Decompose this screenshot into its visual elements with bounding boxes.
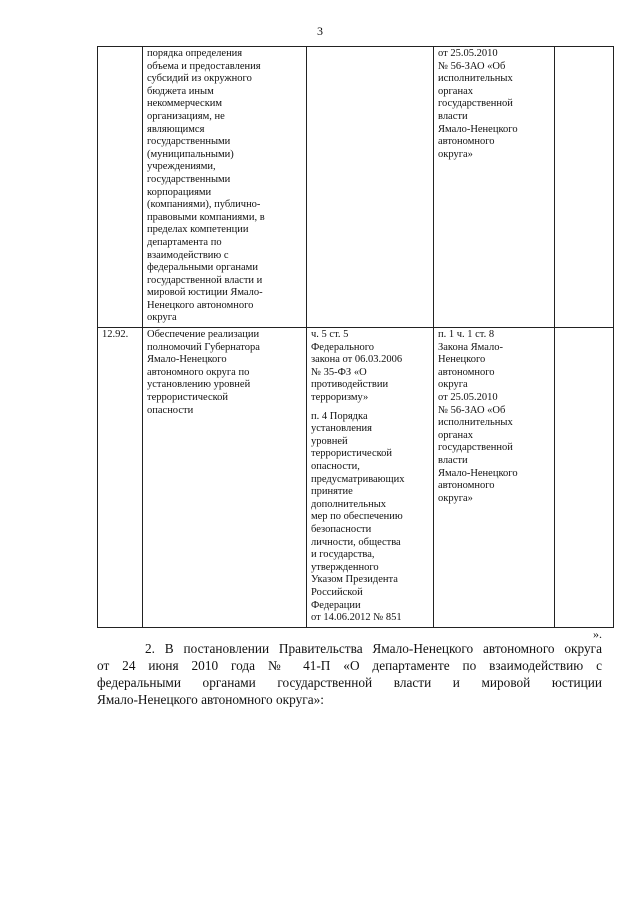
cell-line: правовыми компаниями, в — [147, 211, 265, 223]
cell-federal-basis — [307, 328, 434, 628]
cell-line: п. 1 ч. 1 ст. 8 — [438, 329, 495, 341]
cell-line: департамента по — [147, 236, 222, 248]
cell-line: № 35-ФЗ «О — [311, 366, 367, 378]
cell-line: закона от 06.03.2006 — [311, 354, 403, 366]
cell-line: исполнительных — [438, 417, 513, 429]
cell-line: опасности, — [311, 461, 360, 472]
cell-line: опасности — [147, 404, 194, 416]
cell-line: безопасности — [311, 523, 372, 535]
cell-line: Российской — [311, 586, 363, 598]
paragraph-line: федеральными органами государственной власти и мировой юстиции — [97, 675, 602, 690]
cell-line: Ямало-Ненецкого — [438, 123, 518, 135]
cell-line: от 25.05.2010 — [438, 392, 498, 404]
cell-line: Федерации — [311, 599, 361, 611]
cell-authority — [143, 328, 307, 628]
cell-line: порядка определения — [147, 48, 243, 59]
paragraph-line: от 24 июня 2010 года № 41-П «О департаменте по взаимодействию с — [97, 658, 602, 673]
cell-line: округа» — [438, 492, 473, 504]
cell-line: от 25.05.2010 — [438, 48, 498, 59]
cell-line: пределах компетенции — [147, 224, 249, 236]
cell-line: (компаниями), публично- — [147, 199, 261, 211]
page-number: 3 — [317, 24, 323, 38]
cell-line: мировой юстиции Ямало- — [147, 287, 263, 299]
cell-line: ч. 5 ст. 5 — [311, 329, 349, 341]
paragraph-line — [97, 640, 602, 657]
cell-regional-basis — [434, 328, 555, 628]
cell-line: и государства, — [311, 549, 375, 561]
cell-line: автономного — [438, 480, 495, 492]
cell-line: Ямало-Ненецкого — [438, 467, 518, 479]
table-row — [98, 328, 614, 628]
table-row — [98, 47, 614, 328]
cell-line: объема и предоставления — [147, 60, 261, 72]
cell-line: террористической — [311, 448, 393, 460]
cell-line: бюджета иным — [147, 85, 214, 97]
cell-line: (муниципальными) — [147, 148, 234, 160]
cell-line: автономного округа по — [147, 366, 250, 378]
cell-line: дополнительных — [311, 498, 387, 510]
cell-line: Ненецкого автономного — [147, 299, 254, 311]
cell-line: являющимся — [147, 123, 205, 135]
cell-line: государственной власти и — [147, 274, 263, 286]
cell-line: Обеспечение реализации — [147, 329, 260, 341]
cell-line: исполнительных — [438, 73, 513, 85]
cell-line: Ненецкого — [438, 354, 486, 366]
cell-line: от 14.06.2012 № 851 — [311, 612, 402, 624]
cell-line: организациям, не — [147, 110, 225, 122]
cell-line: принятие — [311, 486, 353, 498]
cell-empty — [555, 328, 614, 628]
cell-line: некоммерческим — [147, 98, 223, 110]
cell-line: автономного — [438, 136, 495, 148]
cell-authority — [143, 47, 307, 328]
cell-line: Закона Ямало- — [438, 341, 503, 353]
cell-empty — [555, 47, 614, 328]
cell-line: автономного — [438, 366, 495, 378]
cell-line: власти — [438, 110, 468, 122]
cell-line: субсидий из окружного — [147, 73, 252, 85]
cell-federal-basis — [307, 47, 434, 328]
cell-line: терроризму» — [311, 392, 369, 404]
cell-line: № 56-ЗАО «Об — [438, 60, 506, 72]
cell-line: установлению уровней — [147, 379, 251, 391]
paragraph-text: 2. В постановлении Правительства Ямало-Ненецкого автономного округа — [145, 641, 602, 656]
document-table — [97, 46, 602, 628]
cell-line: полномочий Губернатора — [147, 341, 260, 353]
cell-line: террористической — [147, 392, 229, 404]
cell-line: учреждениями, — [147, 161, 216, 173]
cell-line: округа — [438, 379, 468, 391]
cell-number — [98, 47, 143, 328]
cell-line: Указом Президента — [311, 574, 398, 586]
cell-line: утвержденного — [311, 561, 379, 573]
cell-line: п. 4 Порядка — [311, 410, 368, 422]
cell-line: мер по обеспечению — [311, 511, 403, 523]
body-paragraph — [97, 640, 602, 708]
cell-line: корпорациями — [147, 186, 212, 198]
cell-line: противодействии — [311, 379, 389, 391]
cell-line: округа — [147, 312, 177, 324]
cell-line: федеральными органами — [147, 262, 258, 274]
cell-line: власти — [438, 455, 468, 466]
cell-line: государственной — [438, 442, 513, 454]
cell-line: государственной — [438, 98, 513, 110]
paragraph-line: Ямало-Ненецкого автономного округа»: — [97, 692, 324, 707]
cell-line: органах — [438, 429, 473, 441]
cell-line: органах — [438, 85, 473, 97]
cell-line: государственными — [147, 173, 231, 185]
cell-line: округа» — [438, 148, 473, 160]
cell-number: 12.92. — [98, 328, 143, 628]
cell-line: предусматривающих — [311, 473, 405, 485]
cell-line: государственными — [147, 136, 231, 148]
cell-line: № 56-ЗАО «Об — [438, 404, 506, 416]
cell-line: Ямало-Ненецкого — [147, 354, 227, 366]
cell-line: установления — [311, 423, 372, 435]
cell-line: Федерального — [311, 341, 375, 353]
cell-regional-basis — [434, 47, 555, 328]
cell-line: взаимодействию с — [147, 249, 229, 261]
closing-quote: ». — [593, 627, 602, 641]
cell-line: личности, общества — [311, 536, 401, 548]
cell-line: уровней — [311, 435, 348, 447]
